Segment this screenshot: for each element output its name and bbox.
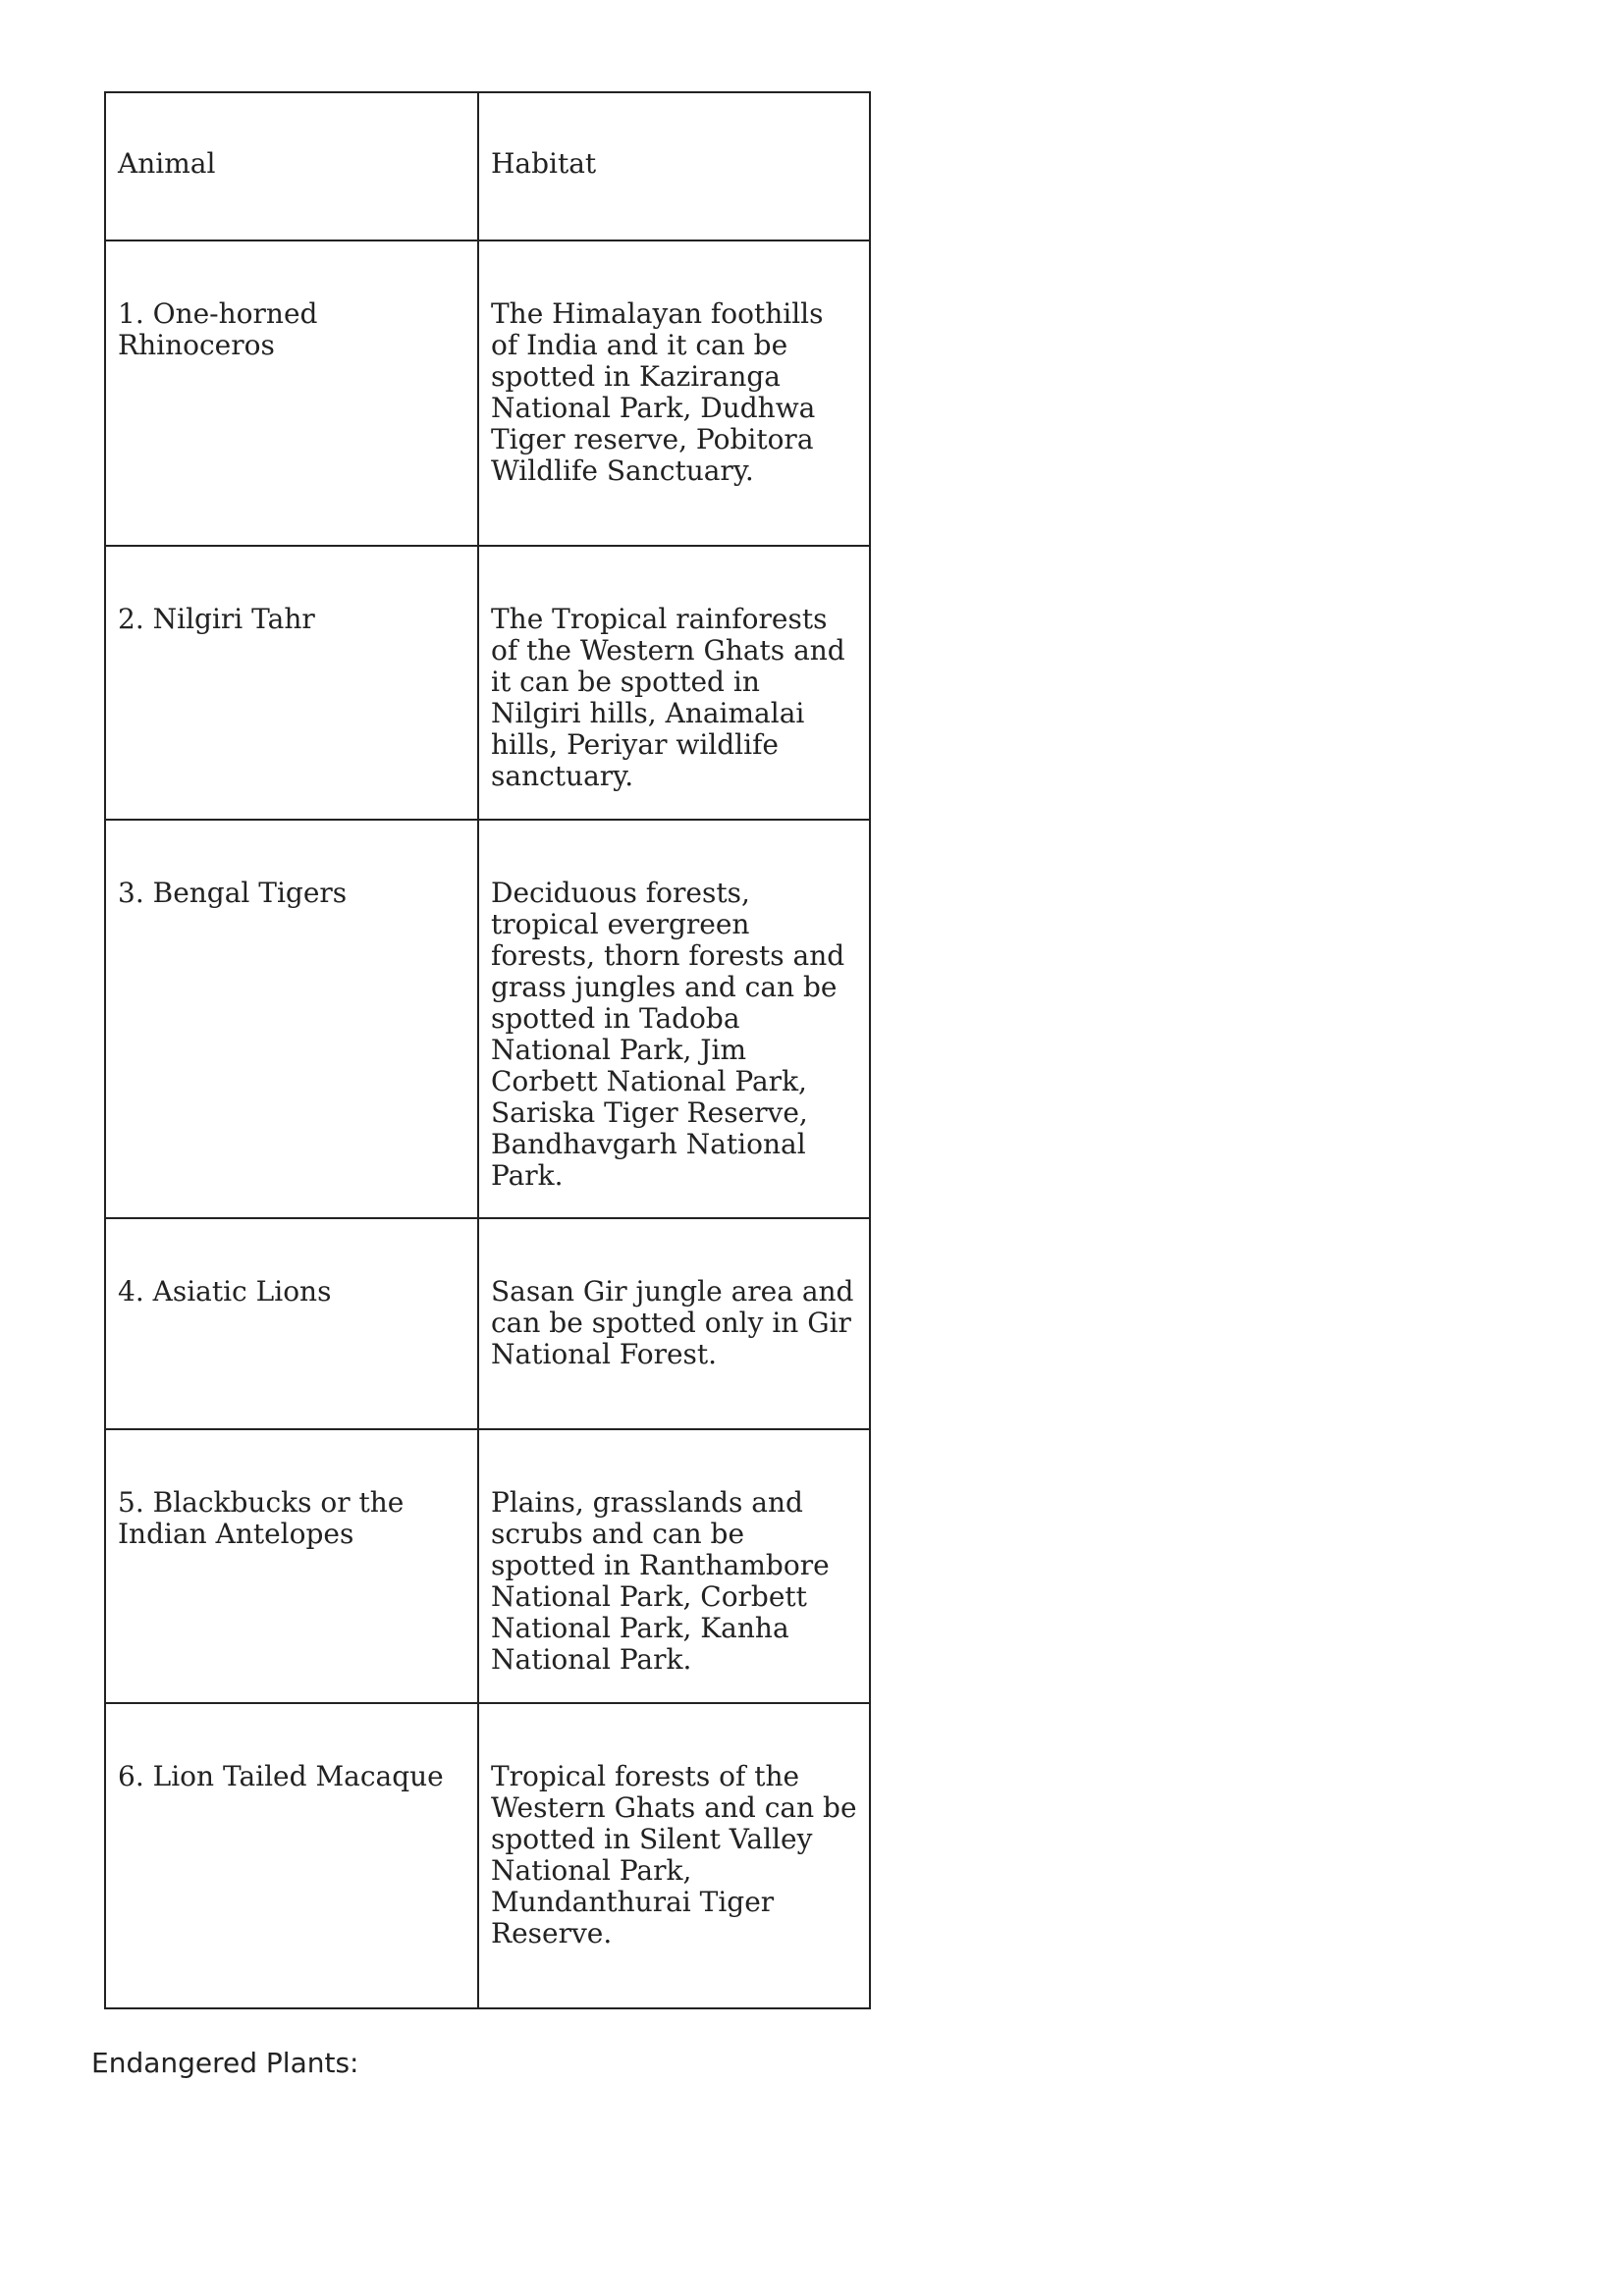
header-label-habitat: Habitat: [491, 147, 597, 180]
animal-name: 1. One-horned Rhinoceros: [118, 297, 318, 361]
table-row: [105, 1429, 870, 1703]
table-header-row: [105, 92, 870, 240]
animal-name: 3. Bengal Tigers: [118, 877, 348, 909]
animal-name: 2. Nilgiri Tahr: [118, 603, 315, 635]
header-cell-habitat: [478, 92, 870, 240]
habitat-text: The Himalayan foothills of India and it can be spotted in Kaziranga National Park, Dudhwa Tiger reserve, Pobitora Wildlife Sanctuary.: [491, 297, 824, 487]
section-heading-endangered-plants: Endangered Plants:: [91, 2047, 359, 2079]
habitat-cell: [478, 1429, 870, 1703]
habitat-text: Deciduous forests, tropical evergreen forests, thorn forests and grass jungles and can be spotted in Tadoba National Park, Jim Corbett National Park, Sariska Tiger Reserve, Bandhavgarh National Park.: [491, 877, 845, 1192]
animal-cell: [105, 546, 478, 820]
animal-cell: [105, 1429, 478, 1703]
animal-cell: [105, 1703, 478, 2008]
habitat-text: Sasan Gir jungle area and can be spotted only in Gir National Forest.: [491, 1275, 854, 1370]
habitat-cell: [478, 1703, 870, 2008]
animal-cell: [105, 240, 478, 546]
animal-name: 6. Lion Tailed Macaque: [118, 1760, 444, 1792]
habitat-text: Plains, grasslands and scrubs and can be spotted in Ranthambore National Park, Corbett National Park, Kanha National Park.: [491, 1486, 830, 1676]
habitat-cell: [478, 240, 870, 546]
animal-name: 4. Asiatic Lions: [118, 1275, 332, 1308]
table-row: [105, 1703, 870, 2008]
habitat-text: Tropical forests of the Western Ghats and can be spotted in Silent Valley National Park, Mundanthurai Tiger Reserve.: [491, 1760, 857, 1949]
table-row: [105, 820, 870, 1218]
table-row: [105, 1218, 870, 1429]
habitat-cell: [478, 1218, 870, 1429]
table-row: [105, 240, 870, 546]
animal-name: 5. Blackbucks or the Indian Antelopes: [118, 1486, 405, 1550]
header-cell-animal: [105, 92, 478, 240]
habitat-cell: [478, 546, 870, 820]
animal-cell: [105, 1218, 478, 1429]
animal-habitat-table: [104, 91, 871, 2009]
habitat-text: The Tropical rainforests of the Western Ghats and it can be spotted in Nilgiri hills, Anaimalai hills, Periyar wildlife sanctuary.: [491, 603, 845, 792]
animal-cell: [105, 820, 478, 1218]
habitat-cell: [478, 820, 870, 1218]
table-row: [105, 546, 870, 820]
header-label-animal: Animal: [118, 147, 216, 180]
